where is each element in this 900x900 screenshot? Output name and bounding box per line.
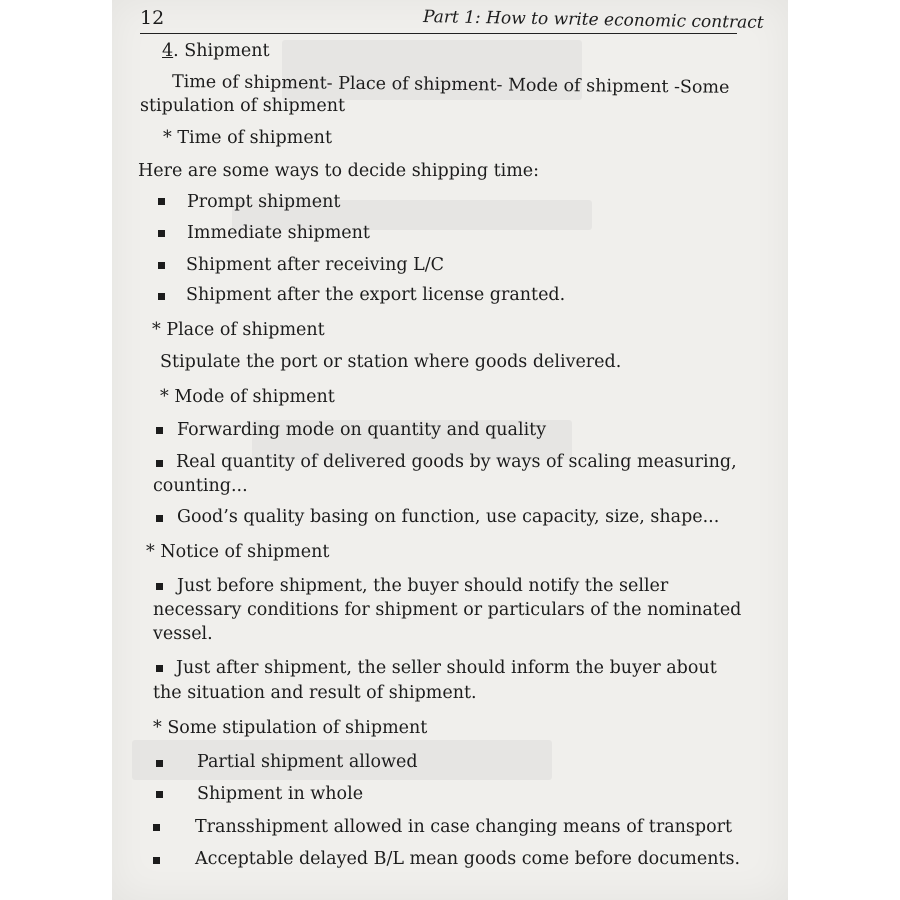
bullet-icon — [156, 665, 163, 672]
stipulation-item-4: Acceptable delayed B/L mean goods come before documents. — [195, 849, 741, 869]
bullet-icon — [156, 515, 163, 522]
bullet-icon — [156, 583, 163, 590]
mode-item-3: Good’s quality basing on function, use capacity, size, shape... — [177, 507, 720, 527]
place-text: Stipulate the port or station where goods delivered. — [160, 352, 622, 372]
bullet-icon — [156, 791, 163, 798]
section-title: . Shipment — [173, 41, 270, 61]
bullet-icon — [156, 460, 163, 467]
bullet-icon — [158, 293, 165, 300]
header-rule — [140, 33, 737, 34]
bullet-icon — [153, 824, 160, 831]
bullet-icon — [156, 760, 163, 767]
bullet-icon — [158, 230, 165, 237]
intro-line-1: Time of shipment- Place of shipment- Mode of shipment -Some — [171, 72, 730, 98]
time-item-3: Shipment after receiving L/C — [186, 255, 445, 275]
bullet-icon — [158, 262, 165, 269]
mode-of-shipment-heading: * Mode of shipment — [160, 387, 335, 407]
notice-item-1-line-1: Just before shipment, the buyer should notify the seller — [177, 576, 669, 596]
stipulation-item-2: Shipment in whole — [197, 784, 364, 804]
stipulation-item-3: Transshipment allowed in case changing means of transport — [195, 817, 733, 837]
time-item-4: Shipment after the export license granted. — [186, 285, 566, 305]
notice-item-2-line-2: the situation and result of shipment. — [153, 683, 477, 703]
stipulation-item-1: Partial shipment allowed — [197, 752, 418, 772]
notice-item-1-line-3: vessel. — [153, 624, 213, 644]
notice-item-2-line-1: Just after shipment, the seller should inform the buyer about — [176, 658, 717, 678]
mode-item-2-line-2: counting... — [153, 476, 248, 496]
mode-item-2-line-1: Real quantity of delivered goods by ways of scaling measuring, — [176, 452, 737, 472]
time-of-shipment-heading: * Time of shipment — [163, 128, 332, 148]
place-of-shipment-heading: * Place of shipment — [152, 320, 325, 340]
section-number: 4 — [162, 41, 174, 61]
time-item-2: Immediate shipment — [187, 223, 370, 243]
section-heading — [162, 39, 270, 63]
time-item-1: Prompt shipment — [187, 192, 341, 212]
bullet-icon — [153, 857, 160, 864]
page-number: 12 — [140, 7, 165, 29]
running-title: Part 1: How to write economic contract — [422, 7, 764, 33]
stipulation-heading: * Some stipulation of shipment — [153, 718, 428, 738]
bullet-icon — [156, 427, 163, 434]
intro-line-2: stipulation of shipment — [140, 96, 345, 116]
mode-item-1: Forwarding mode on quantity and quality — [177, 420, 547, 440]
time-lead-text: Here are some ways to decide shipping time: — [138, 161, 540, 181]
notice-item-1-line-2: necessary conditions for shipment or particulars of the nominated — [153, 600, 742, 620]
bullet-icon — [158, 198, 165, 205]
notice-of-shipment-heading: * Notice of shipment — [146, 542, 330, 562]
